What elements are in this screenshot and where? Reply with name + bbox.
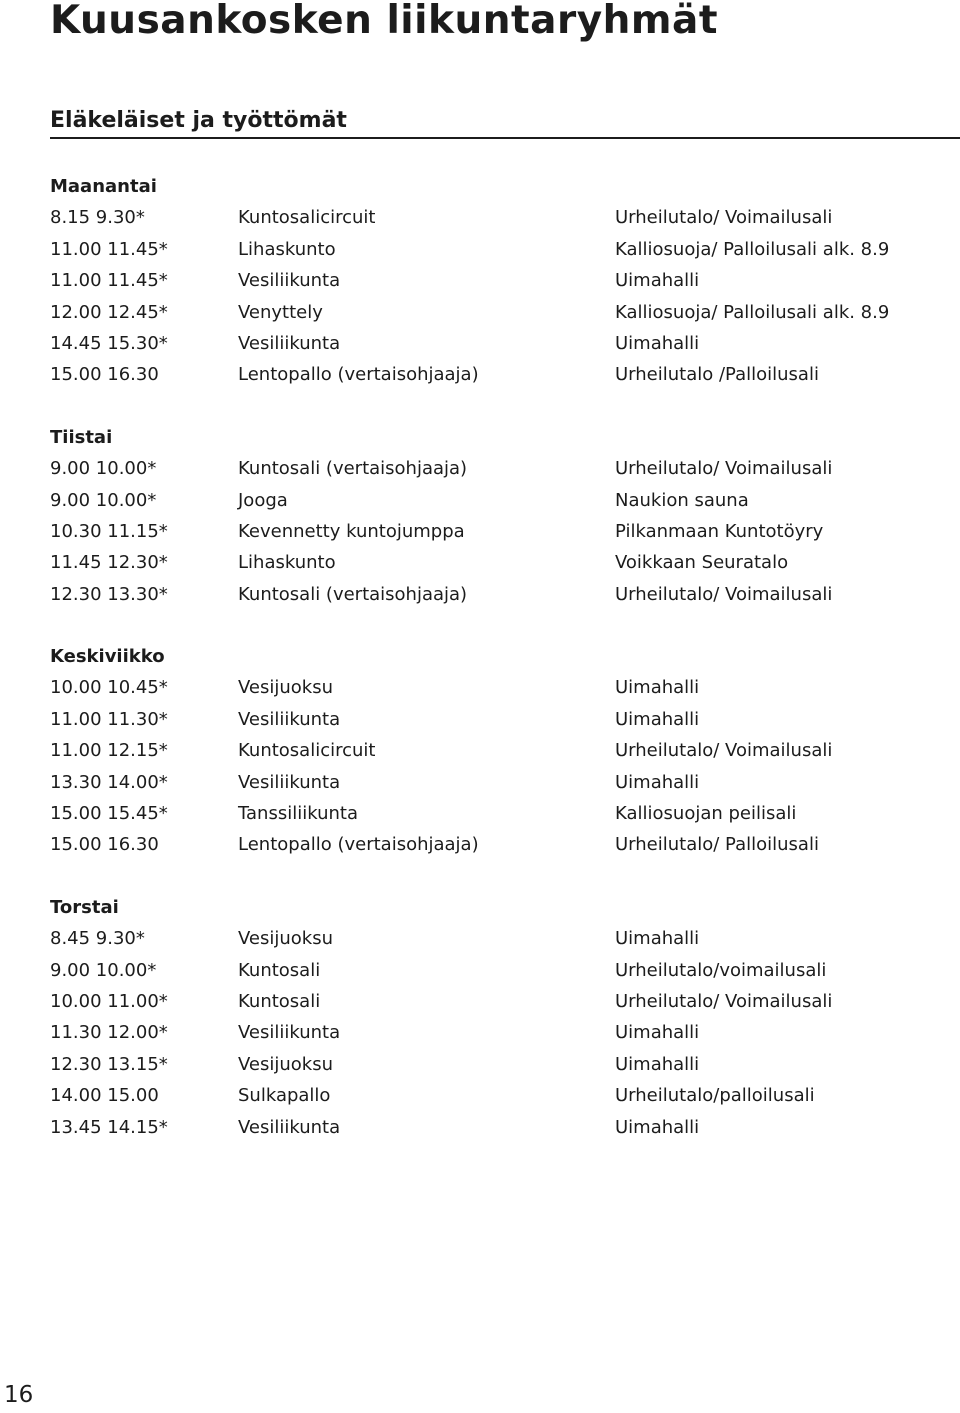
entry-time: 9.00 10.00* <box>50 458 157 480</box>
entry-time: 12.00 12.45* <box>50 301 168 323</box>
schedule-row <box>50 1112 950 1143</box>
entry-activity: Kuntosali <box>238 990 321 1012</box>
entry-location: Urheilutalo/palloilusali <box>615 1085 815 1107</box>
section-heading <box>50 104 960 139</box>
entry-activity: Jooga <box>238 489 288 511</box>
entry-time: 10.30 11.15* <box>50 520 168 542</box>
entry-time: 14.45 15.30* <box>50 332 168 354</box>
entry-time: 11.00 11.45* <box>50 238 168 260</box>
schedule-row <box>50 265 950 296</box>
entry-time: 15.00 16.30 <box>50 364 159 386</box>
entry-time: 11.00 12.15* <box>50 740 168 762</box>
day-heading: Maanantai <box>50 176 157 197</box>
schedule-row <box>50 767 950 798</box>
entry-activity: Lentopallo (vertaisohjaaja) <box>238 364 479 386</box>
entry-location: Uimahalli <box>615 708 700 730</box>
entry-time: 15.00 15.45* <box>50 803 168 825</box>
entry-activity: Kuntosalicircuit <box>238 207 376 229</box>
day-heading: Torstai <box>50 896 119 918</box>
day-block <box>50 422 950 610</box>
entry-activity: Vesijuoksu <box>238 677 334 699</box>
entry-location: Urheilutalo/ Voimailusali <box>615 207 833 229</box>
page-number: 16 <box>4 1382 34 1408</box>
schedule-row <box>50 328 950 359</box>
entry-location: Uimahalli <box>615 332 700 354</box>
schedule-row <box>50 1049 950 1080</box>
entry-activity: Sulkapallo <box>238 1085 331 1107</box>
entry-location: Pilkanmaan Kuntotöyry <box>615 520 824 542</box>
entry-time: 11.30 12.00* <box>50 1022 168 1044</box>
day-heading: Keskiviikko <box>50 646 165 668</box>
entry-time: 13.45 14.15* <box>50 1116 168 1138</box>
section-title: Eläkeläiset ja työttömät <box>50 108 347 133</box>
entry-activity: Vesiliikunta <box>238 1116 341 1138</box>
entry-activity: Vesijuoksu <box>238 1053 334 1075</box>
entry-activity: Kuntosali <box>238 959 321 981</box>
entry-location: Voikkaan Seuratalo <box>615 552 789 574</box>
entry-location: Urheilutalo/voimailusali <box>615 959 827 981</box>
entry-activity: Vesiliikunta <box>238 332 341 354</box>
day-heading: Tiistai <box>50 426 113 448</box>
entry-time: 10.00 10.45* <box>50 677 168 699</box>
schedule-row <box>50 672 950 703</box>
entry-location: Uimahalli <box>615 1116 700 1138</box>
entry-activity: Lihaskunto <box>238 238 336 260</box>
schedule-row <box>50 516 950 547</box>
entry-activity: Vesijuoksu <box>238 928 334 950</box>
entry-time: 9.00 10.00* <box>50 959 157 981</box>
entry-time: 11.45 12.30* <box>50 552 168 574</box>
schedule-row <box>50 202 950 233</box>
page-title: Kuusankosken liikuntaryhmät <box>50 0 718 43</box>
entry-location: Urheilutalo /Palloilusali <box>615 364 819 386</box>
entry-activity: Vesiliikunta <box>238 771 341 793</box>
entry-activity: Tanssiliikunta <box>238 803 358 825</box>
schedule-row <box>50 955 950 986</box>
entry-activity: Kuntosalicircuit <box>238 740 376 762</box>
entry-location: Uimahalli <box>615 1053 700 1075</box>
schedule-row <box>50 297 950 328</box>
entry-location: Urheilutalo/ Voimailusali <box>615 740 833 762</box>
entry-location: Kalliosuoja/ Palloilusali alk. 8.9 <box>615 238 890 260</box>
schedule-row <box>50 1080 950 1111</box>
entry-time: 10.00 11.00* <box>50 990 168 1012</box>
day-block <box>50 171 950 391</box>
schedule <box>50 171 950 1174</box>
entry-time: 15.00 16.30 <box>50 834 159 856</box>
entry-time: 8.15 9.30* <box>50 207 145 229</box>
schedule-row <box>50 798 950 829</box>
entry-time: 13.30 14.00* <box>50 771 168 793</box>
schedule-row <box>50 986 950 1017</box>
entry-location: Uimahalli <box>615 771 700 793</box>
entry-location: Uimahalli <box>615 928 700 950</box>
entry-activity: Kuntosali (vertaisohjaaja) <box>238 583 468 605</box>
schedule-row <box>50 359 950 390</box>
entry-time: 11.00 11.30* <box>50 708 168 730</box>
schedule-row <box>50 735 950 766</box>
entry-location: Urheilutalo/ Voimailusali <box>615 990 833 1012</box>
entry-activity: Lihaskunto <box>238 552 336 574</box>
schedule-row <box>50 704 950 735</box>
entry-location: Urheilutalo/ Voimailusali <box>615 458 833 480</box>
schedule-row <box>50 829 950 860</box>
entry-activity: Venyttely <box>238 301 323 323</box>
entry-location: Urheilutalo/ Palloilusali <box>615 834 819 856</box>
entry-location: Uimahalli <box>615 270 700 292</box>
schedule-row <box>50 234 950 265</box>
entry-time: 12.30 13.30* <box>50 583 168 605</box>
entry-time: 9.00 10.00* <box>50 489 157 511</box>
entry-location: Kalliosuojan peilisali <box>615 803 797 825</box>
schedule-row <box>50 923 950 954</box>
entry-time: 12.30 13.15* <box>50 1053 168 1075</box>
schedule-row <box>50 579 950 610</box>
entry-activity: Kevennetty kuntojumppa <box>238 520 465 542</box>
entry-time: 14.00 15.00 <box>50 1085 159 1107</box>
schedule-row <box>50 547 950 578</box>
entry-activity: Kuntosali (vertaisohjaaja) <box>238 458 468 480</box>
entry-location: Kalliosuoja/ Palloilusali alk. 8.9 <box>615 301 890 323</box>
day-block <box>50 892 950 1143</box>
entry-location: Uimahalli <box>615 677 700 699</box>
entry-location: Naukion sauna <box>615 489 749 511</box>
schedule-row <box>50 453 950 484</box>
day-block <box>50 641 950 861</box>
entry-activity: Lentopallo (vertaisohjaaja) <box>238 834 479 856</box>
entry-location: Urheilutalo/ Voimailusali <box>615 583 833 605</box>
entry-activity: Vesiliikunta <box>238 270 341 292</box>
entry-activity: Vesiliikunta <box>238 1022 341 1044</box>
schedule-row <box>50 485 950 516</box>
entry-time: 8.45 9.30* <box>50 928 145 950</box>
schedule-row <box>50 1017 950 1048</box>
entry-activity: Vesiliikunta <box>238 708 341 730</box>
entry-location: Uimahalli <box>615 1022 700 1044</box>
entry-time: 11.00 11.45* <box>50 270 168 292</box>
